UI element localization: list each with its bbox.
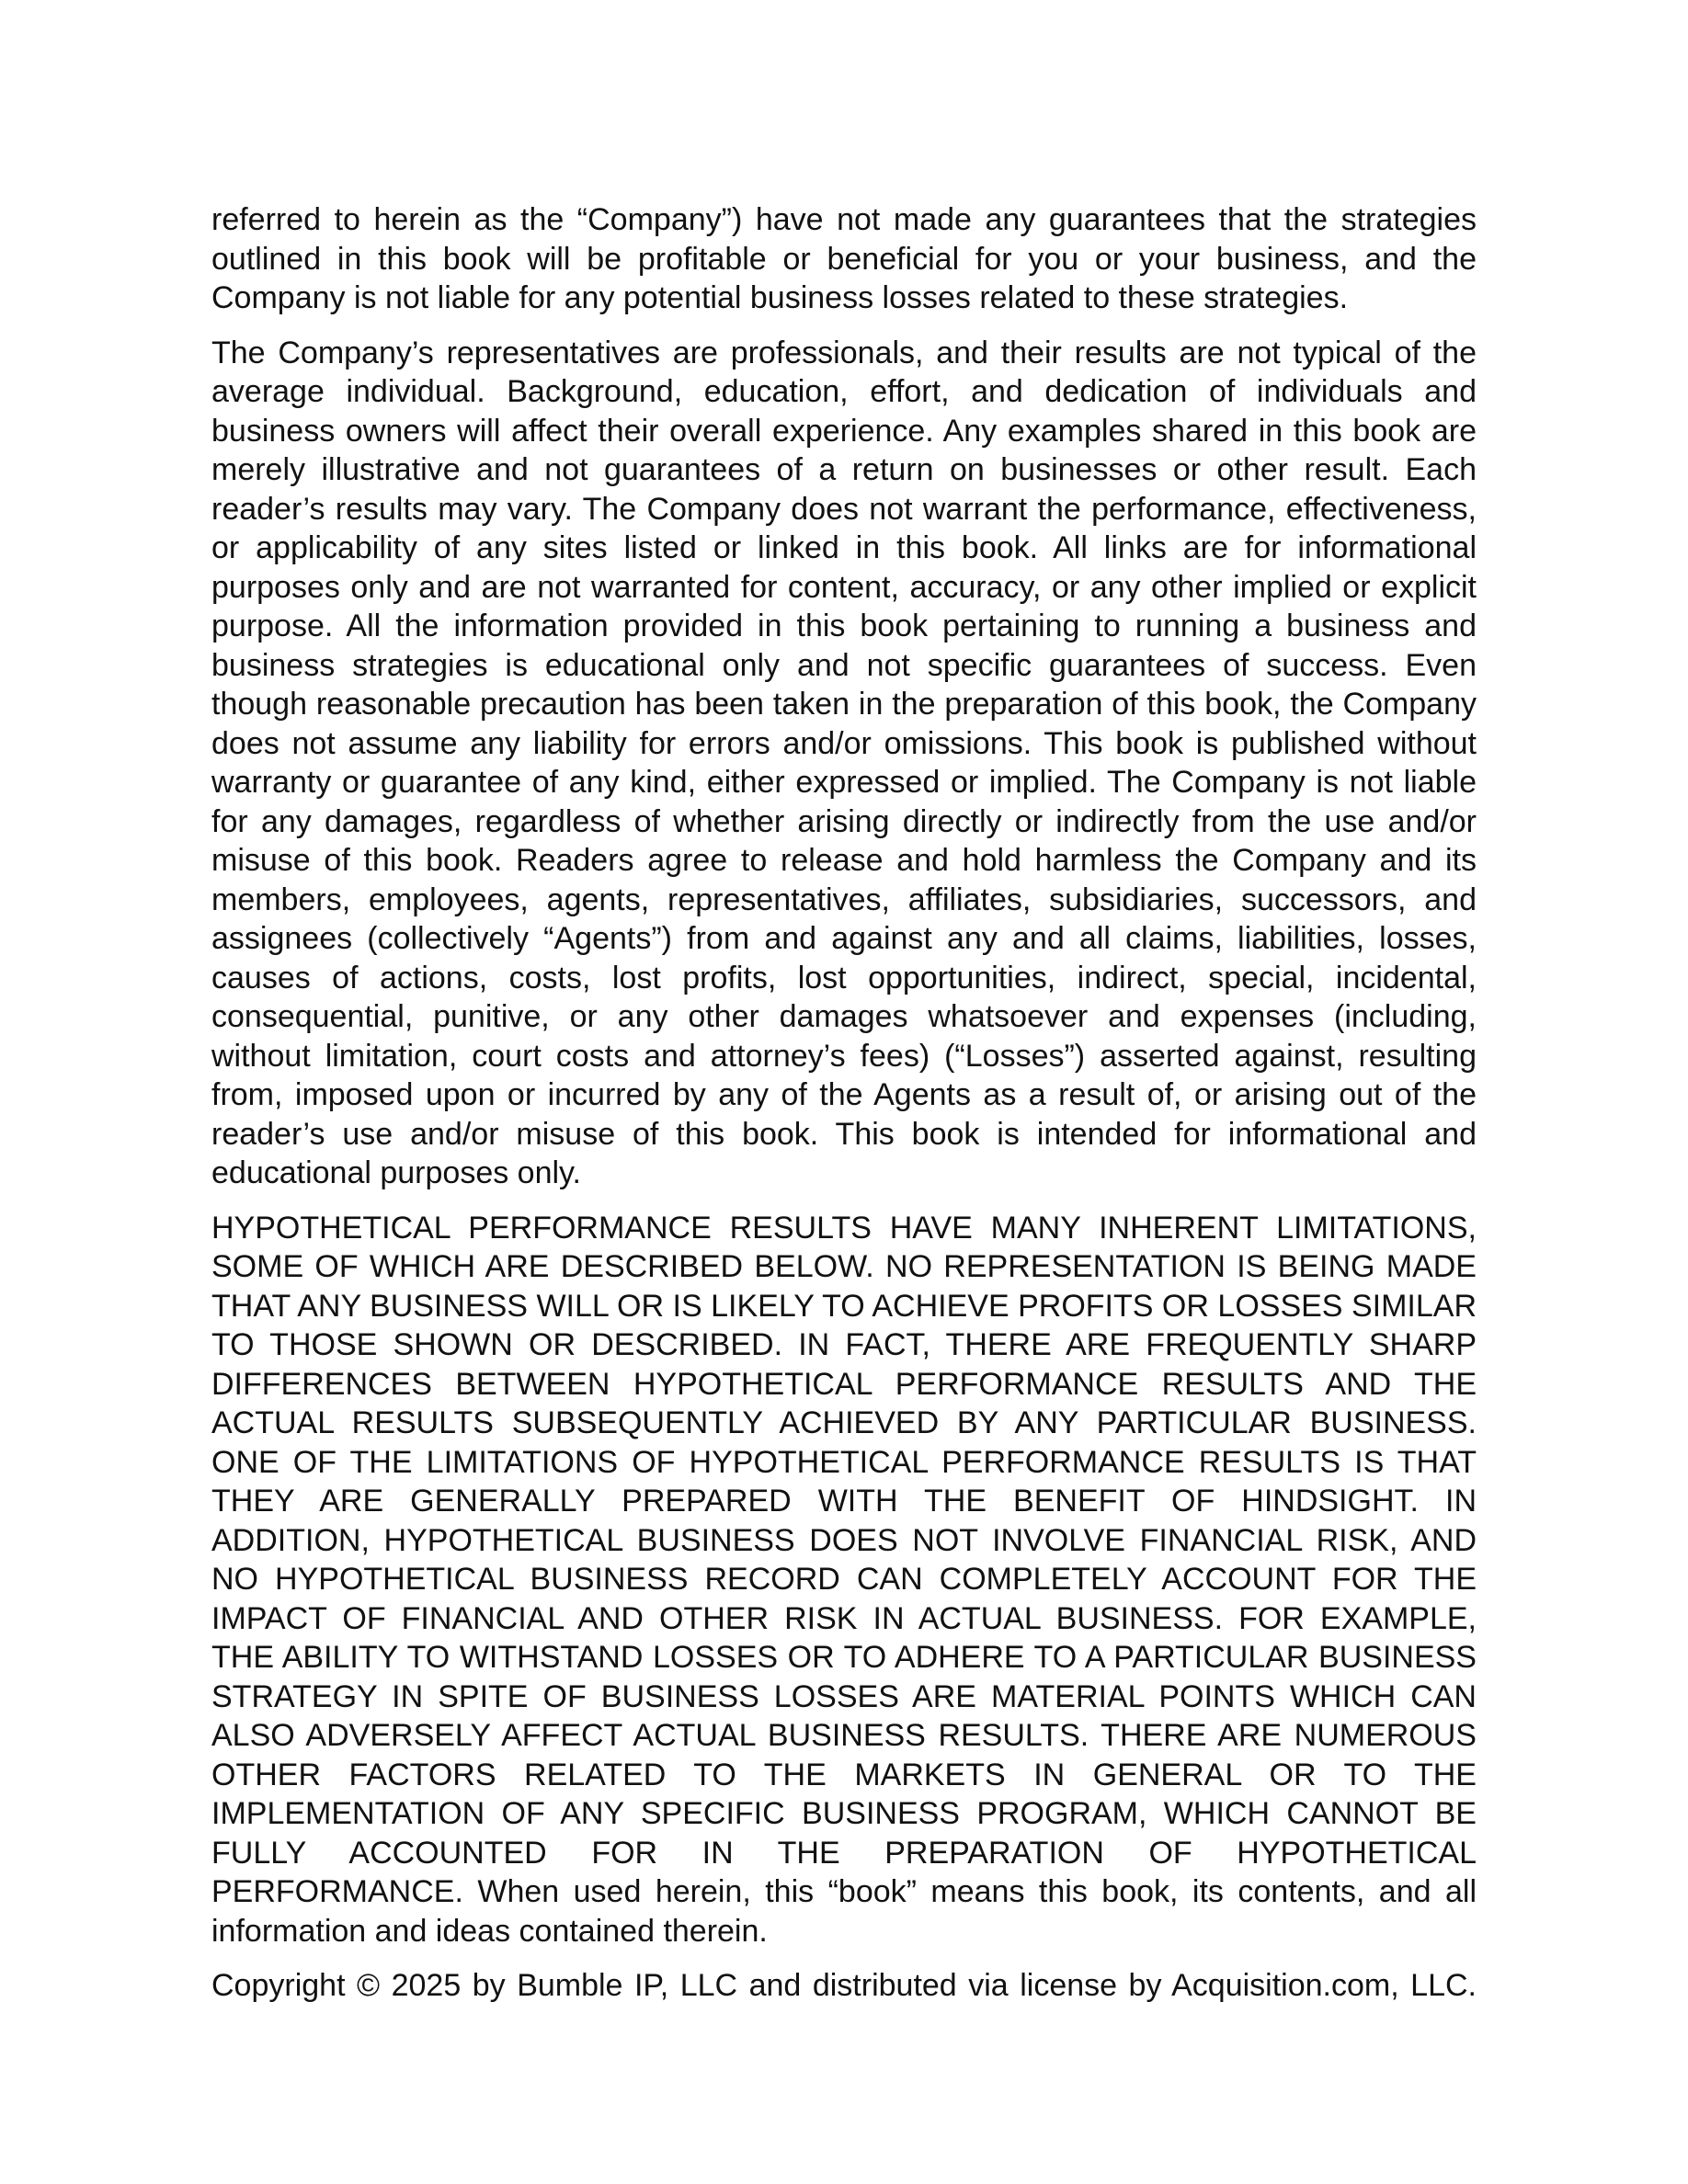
hypothetical-performance-paragraph: HYPOTHETICAL PERFORMANCE RESULTS HAVE MANY INHERENT LIMITATIONS, SOME OF WHICH ARE DESCRIBED BELOW. NO REPRESENTATION IS BEING MADE THAT ANY BUSINESS WILL OR IS LIKELY TO ACHIEVE PROFITS OR LOSSES SIMILAR TO THOSE SHOWN OR DESCRIBED. IN FACT, THERE ARE FREQUENTLY SHARP DIFFERENCES BETWEEN HYPOTHETICAL PERFORMANCE RESULTS AND THE ACTUAL RESULTS SUBSEQUENTLY ACHIEVED BY ANY PARTICULAR BUSINESS. ONE OF THE LIMITATIONS OF HYPOTHETICAL PERFORMANCE RESULTS IS THAT THEY ARE GENERALLY PREPARED WITH THE BENEFIT OF HINDSIGHT. IN ADDITION, HYPOTHETICAL BUSINESS DOES NOT INVOLVE FINANCIAL RISK, AND NO HYPOTHETICAL BUSINESS RECORD CAN COMPLETELY ACCOUNT FOR THE IMPACT OF FINANCIAL AND OTHER RISK IN ACTUAL BUSINESS. FOR EXAMPLE, THE ABILITY TO WITHSTAND LOSSES OR TO ADHERE TO A PARTICULAR BUSINESS STRATEGY IN SPITE OF BUSINESS LOSSES ARE MATERIAL POINTS WHICH CAN ALSO ADVERSELY AFFECT ACTUAL BUSINESS RESULTS. THERE ARE NUMEROUS OTHER FACTORS RELATED TO THE MARKETS IN GENERAL OR TO THE IMPLEMENTATION OF ANY SPECIFIC BUSINESS PROGRAM, WHICH CANNOT BE FULLY ACCOUNTED FOR IN THE PREPARATION OF HYPOTHETICAL PERFORMANCE. When used herein, this “book” means this book, its contents, and all information and ideas contained therein.: [211, 1210, 1477, 1949]
document-page: [211, 200, 1477, 2006]
liability-paragraph: referred to herein as the “Company”) have not made any guarantees that the strategies outlined in this book will be profitable or beneficial for you or your business, and the Company is not liable for any potential business losses related to these strategies.: [211, 202, 1477, 315]
copyright-line: Copyright © 2025 by Bumble IP, LLC and distributed via license by Acquisition.com, LLC.: [211, 1968, 1477, 2003]
disclaimer-paragraph: The Company’s representatives are professionals, and their results are not typical of the average individual. Background, education, effort, and dedication of individuals and business owners will affect their overall experience. Any examples shared in this book are merely illustrative and not guarantees of a return on businesses or other result. Each reader’s results may vary. The Company does not warrant the performance, effectiveness, or applicability of any sites listed or linked in this book. All links are for informational purposes only and are not warranted for content, accuracy, or any other implied or explicit purpose. All the information provided in this book pertaining to running a business and business strategies is educational only and not specific guarantees of success. Even though reasonable precaution has been taken in the preparation of this book, the Company does not assume any liability for errors and/or omissions. This book is published without warranty or guarantee of any kind, either expressed or implied. The Company is not liable for any damages, regardless of whether arising directly or indirectly from the use and/or misuse of this book. Readers agree to release and hold harmless the Company and its members, employees, agents, representatives, affiliates, subsidiaries, successors, and assignees (collectively “Agents”) from and against any and all claims, liabilities, losses, causes of actions, costs, lost profits, lost opportunities, indirect, special, incidental, consequential, punitive, or any other damages whatsoever and expenses (including, without limitation, court costs and attorney’s fees) (“Losses”) asserted against, resulting from, imposed upon or incurred by any of the Agents as a result of, or arising out of the reader’s use and/or misuse of this book. This book is intended for informational and educational purposes only.: [211, 335, 1477, 1190]
